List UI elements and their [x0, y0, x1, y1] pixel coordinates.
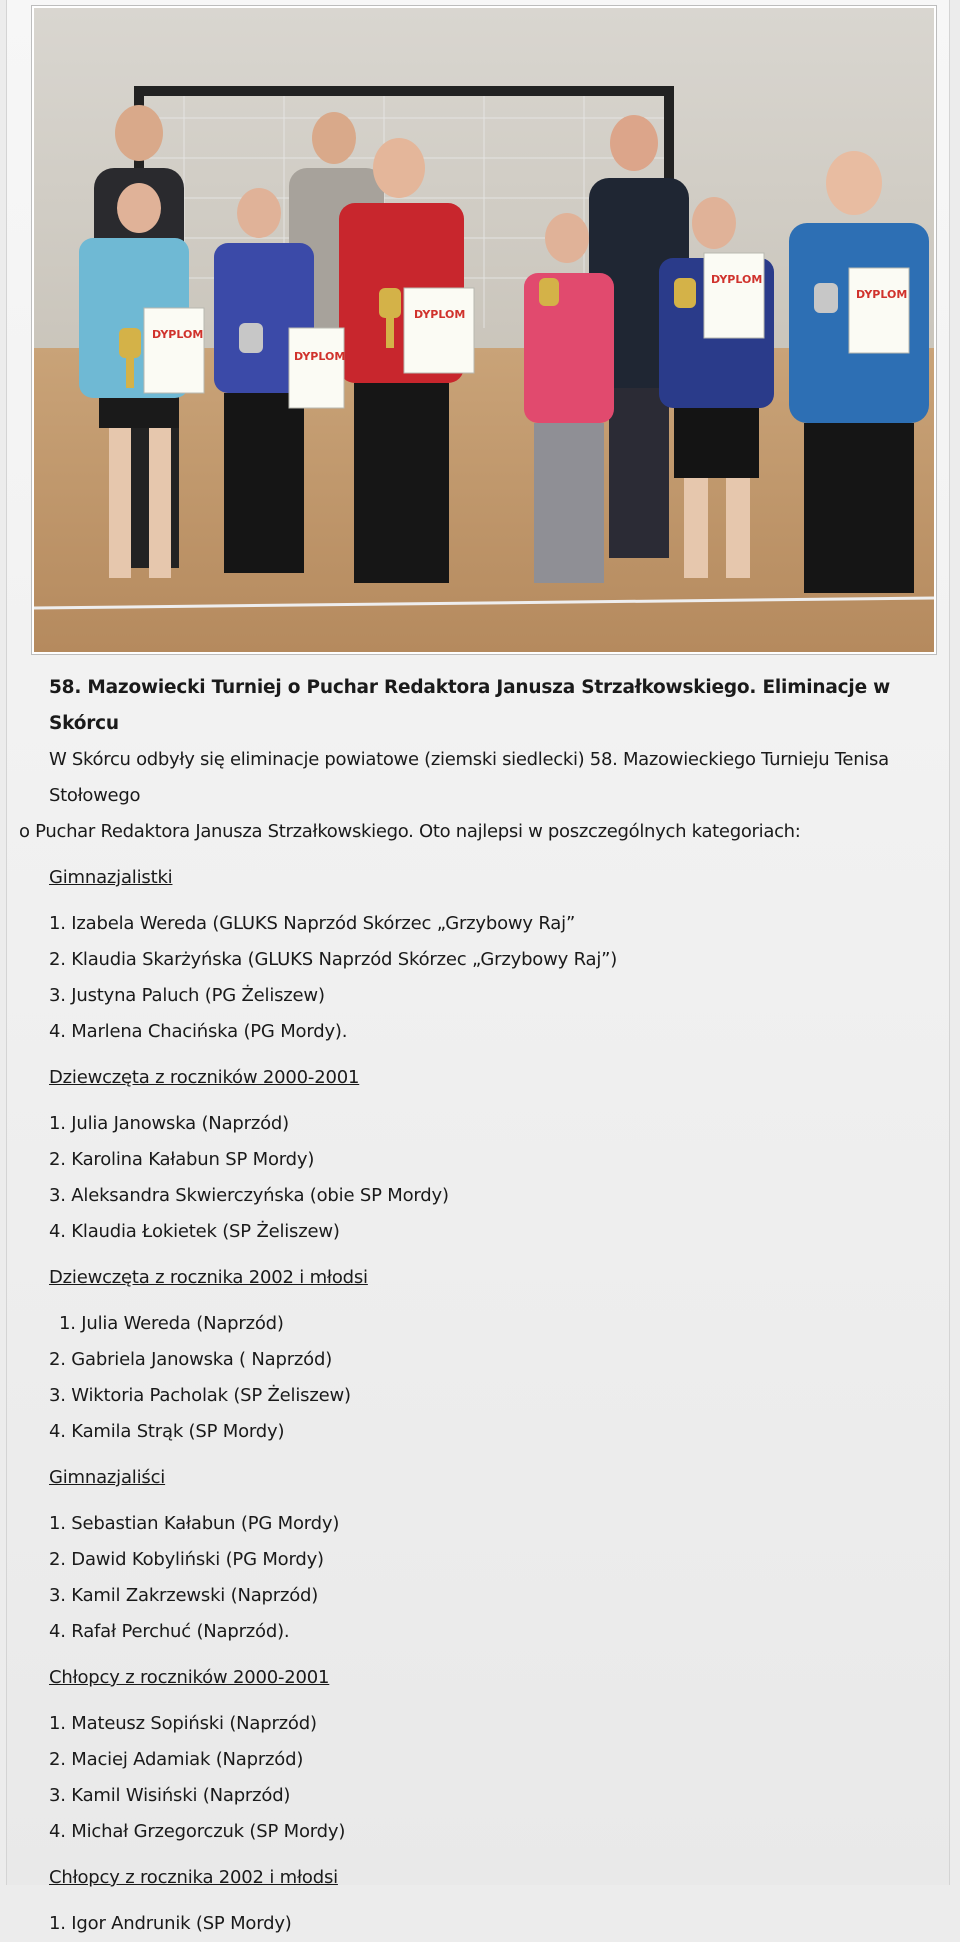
category-title: Chłopcy z roczników 2000-2001: [49, 1667, 330, 1688]
category-list: [7, 1906, 951, 1942]
list-item: 2. Dawid Kobyliński (PG Mordy): [49, 1549, 324, 1570]
diploma-label: DYPLOM: [294, 350, 346, 363]
award-ceremony-photo: [34, 8, 934, 652]
article-intro: [7, 742, 951, 850]
list-item: 1. Mateusz Sopiński (Naprzód): [49, 1713, 317, 1734]
diploma-label: DYPLOM: [711, 273, 763, 286]
list-item: 1. Julia Janowska (Naprzód): [49, 1113, 289, 1134]
intro-line-2: o Puchar Redaktora Janusza Strzałkowskiego. Oto najlepsi w poszczególnych kategoriach:: [19, 821, 801, 842]
list-item: 1. Julia Wereda (Naprzód): [59, 1313, 284, 1334]
category-title: Dziewczęta z roczników 2000-2001: [49, 1067, 360, 1088]
category-title: Gimnazjaliści: [49, 1467, 166, 1488]
list-item: 2. Maciej Adamiak (Naprzód): [49, 1749, 304, 1770]
list-item: 3. Justyna Paluch (PG Żeliszew): [49, 985, 325, 1006]
diploma-label: DYPLOM: [856, 288, 908, 301]
category-list: [7, 1506, 951, 1650]
list-item: 2. Gabriela Janowska ( Naprzód): [49, 1349, 333, 1370]
article-page: [6, 0, 950, 1934]
intro-line-1: W Skórcu odbyły się eliminacje powiatowe (ziemski siedlecki) 58. Mazowieckiego Turnieju Tenisa Stołowego: [49, 749, 889, 806]
article-body: [7, 670, 951, 1942]
category-title: Dziewczęta z rocznika 2002 i młodsi: [49, 1267, 368, 1288]
list-item: 2. Karolina Kałabun SP Mordy): [49, 1149, 315, 1170]
list-item: 3. Aleksandra Skwierczyńska (obie SP Mordy): [49, 1185, 449, 1206]
category-list: [7, 906, 951, 1050]
list-item: 2. Klaudia Skarżyńska (GLUKS Naprzód Skórzec „Grzybowy Raj”): [49, 949, 618, 970]
diploma-label: DYPLOM: [414, 308, 466, 321]
list-item: 3. Wiktoria Pacholak (SP Żeliszew): [49, 1385, 351, 1406]
list-item: 3. Kamil Zakrzewski (Naprzód): [49, 1585, 319, 1606]
list-item: 3. Kamil Wisiński (Naprzód): [49, 1785, 291, 1806]
list-item: 1. Igor Andrunik (SP Mordy): [49, 1913, 292, 1934]
category-title: Chłopcy z rocznika 2002 i młodsi: [49, 1867, 338, 1888]
article-photo: [31, 5, 937, 655]
category-list: [7, 1106, 951, 1250]
list-item: 4. Michał Grzegorczuk (SP Mordy): [49, 1821, 346, 1842]
category-list: [7, 1306, 951, 1450]
list-item: 4. Rafał Perchuć (Naprzód).: [49, 1621, 290, 1642]
list-item: 4. Klaudia Łokietek (SP Żeliszew): [49, 1221, 340, 1242]
list-item: 1. Sebastian Kałabun (PG Mordy): [49, 1513, 340, 1534]
article-headline: 58. Mazowiecki Turniej o Puchar Redaktora Janusza Strzałkowskiego. Eliminacje w Skórcu: [49, 677, 891, 734]
list-item: 4. Marlena Chacińska (PG Mordy).: [49, 1021, 348, 1042]
diploma-label: DYPLOM: [152, 328, 204, 341]
list-item: 1. Izabela Wereda (GLUKS Naprzód Skórzec „Grzybowy Raj”: [49, 913, 576, 934]
category-list: [7, 1706, 951, 1850]
list-item: 4. Kamila Strąk (SP Mordy): [49, 1421, 285, 1442]
category-title: Gimnazjalistki: [49, 867, 173, 888]
